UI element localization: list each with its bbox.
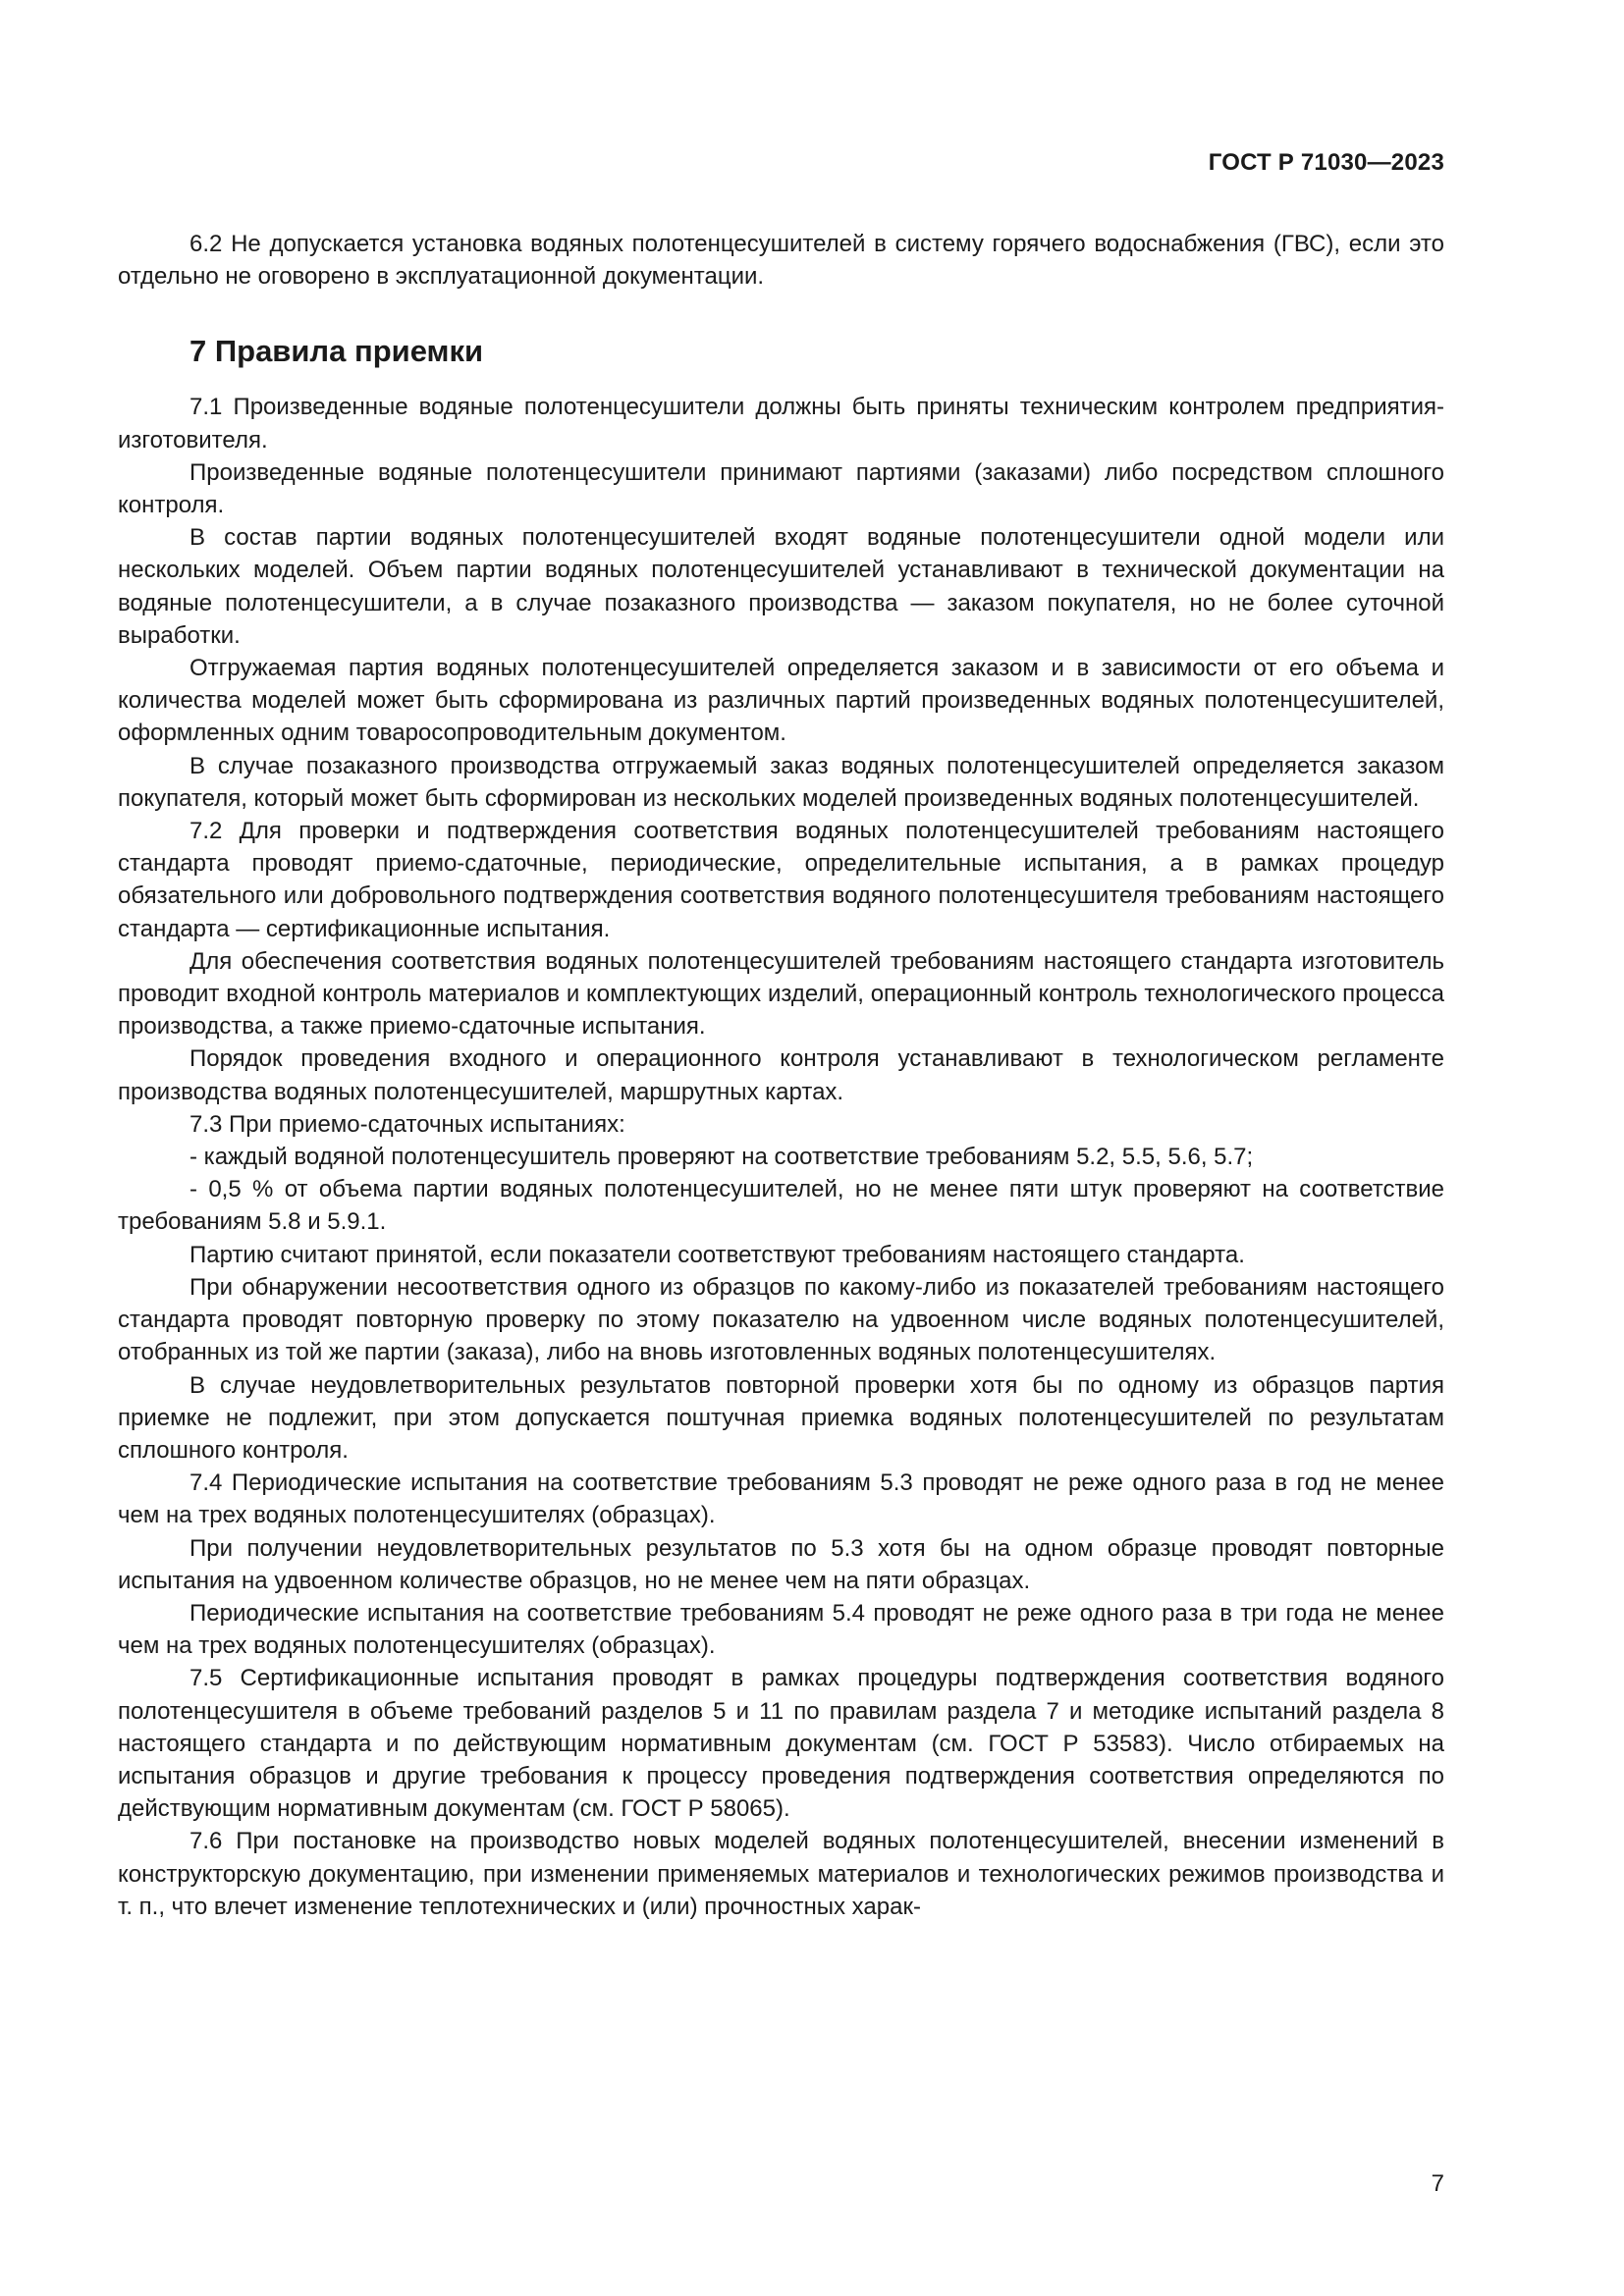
paragraph: В случае позаказного производства отгружаемый заказ водяных полотенцесушителей определяется заказом покупателя, который может быть сформирован из нескольких моделей произведенных водяных полотенцесушителей. [118, 752, 1444, 812]
paragraph: При получении неудовлетворительных результатов по 5.3 хотя бы на одном образце проводят повторные испытания на удвоенном количестве образцов, но не менее чем на пяти образцах. [118, 1534, 1444, 1594]
page-number: 7 [1431, 2170, 1444, 2197]
paragraph: 7.3 При приемо-сдаточных испытаниях: [189, 1110, 625, 1138]
paragraph: Произведенные водяные полотенцесушители принимают партиями (заказами) либо посредством сплошного контроля. [118, 458, 1444, 519]
document-body [118, 228, 1444, 1923]
list-item: - 0,5 % от объема партии водяных полотенцесушителей, но не менее пяти штук проверяют на соответствие требованиям 5.8 и 5.9.1. [118, 1176, 1444, 1236]
paragraph: В случае неудовлетворительных результатов повторной проверки хотя бы по одному из образцов партия приемке не подлежит, при этом допускается поштучная приемка водяных полотенцесушителей по результатам сплошного контроля. [118, 1371, 1444, 1464]
paragraph: 7.6 При постановке на производство новых моделей водяных полотенцесушителей, внесении изменений в конструкторскую документацию, при изменении применяемых материалов и технологических режимов производства и т. п., что влечет изменение теплотехнических и (или) прочностных харак- [118, 1828, 1444, 1920]
paragraph: Периодические испытания на соответствие требованиям 5.4 проводят не реже одного раза в три года не менее чем на трех водяных полотенцесушителях (образцах). [118, 1599, 1444, 1660]
paragraph: 7.1 Произведенные водяные полотенцесушители должны быть приняты техническим контролем предприятия-изготовителя. [118, 394, 1444, 454]
paragraph: Отгружаемая партия водяных полотенцесушителей определяется заказом и в зависимости от его объема и количества моделей может быть сформирована из различных партий произведенных водяных полотенцесушителей, оформленных одним товаросопроводительным документом. [118, 655, 1444, 747]
paragraph-6-2: 6.2 Не допускается установка водяных полотенцесушителей в систему горячего водоснабжения (ГВС), если это отдельно не оговорено в эксплуатационной документации. [118, 231, 1444, 291]
paragraph: Партию считают принятой, если показатели соответствуют требованиям настоящего стандарта. [189, 1241, 1245, 1268]
paragraph: Порядок проведения входного и операционного контроля устанавливают в технологическом регламенте производства водяных полотенцесушителей, маршрутных картах. [118, 1045, 1444, 1105]
paragraph: В состав партии водяных полотенцесушителей входят водяные полотенцесушители одной модели или нескольких моделей. Объем партии водяных полотенцесушителей устанавливают в технической документации на водяные полотенцесушители, а в случае позаказного производства — заказом покупателя, но не более суточной выработки. [118, 524, 1444, 649]
paragraph: 7.2 Для проверки и подтверждения соответствия водяных полотенцесушителей требованиям настоящего стандарта проводят приемо-сдаточные, периодические, определительные испытания, а в рамках процедур обязательного или добровольного подтверждения соответствия водяного полотенцесушителя требованиям настоящего стандарта — сертификационные испытания. [118, 818, 1444, 942]
paragraph: 7.4 Периодические испытания на соответствие требованиям 5.3 проводят не реже одного раза в год не менее чем на трех водяных полотенцесушителях (образцах). [118, 1469, 1444, 1529]
paragraph: Для обеспечения соответствия водяных полотенцесушителей требованиям настоящего стандарта изготовитель проводит входной контроль материалов и комплектующих изделий, операционный контроль технологического процесса производства, а также приемо-сдаточные испытания. [118, 947, 1444, 1041]
document-code-header: ГОСТ Р 71030—2023 [1208, 149, 1444, 176]
section-title: 7 Правила приемки [189, 334, 484, 369]
paragraph: При обнаружении несоответствия одного из образцов по какому-либо из показателей требованиям настоящего стандарта проводят повторную проверку по этому показателю на удвоенном числе водяных полотенцесушителей, отобранных из той же партии (заказа), либо на вновь изготовленных водяных полотенцесушителях. [118, 1273, 1444, 1366]
list-item: - каждый водяной полотенцесушитель проверяют на соответствие требованиям 5.2, 5.5, 5.6, 5.7; [189, 1144, 1254, 1171]
paragraph: 7.5 Сертификационные испытания проводят в рамках процедуры подтверждения соответствия водяного полотенцесушителя в объеме требований разделов 5 и 11 по правилам раздела 7 и методике испытаний раздела 8 настоящего стандарта и по действующим нормативным документам (см. ГОСТ Р 53583). Число отбираемых на испытания образцов и другие требования к процессу проведения подтверждения соответствия определяются по действующим нормативным документам (см. ГОСТ Р 58065). [118, 1665, 1444, 1823]
